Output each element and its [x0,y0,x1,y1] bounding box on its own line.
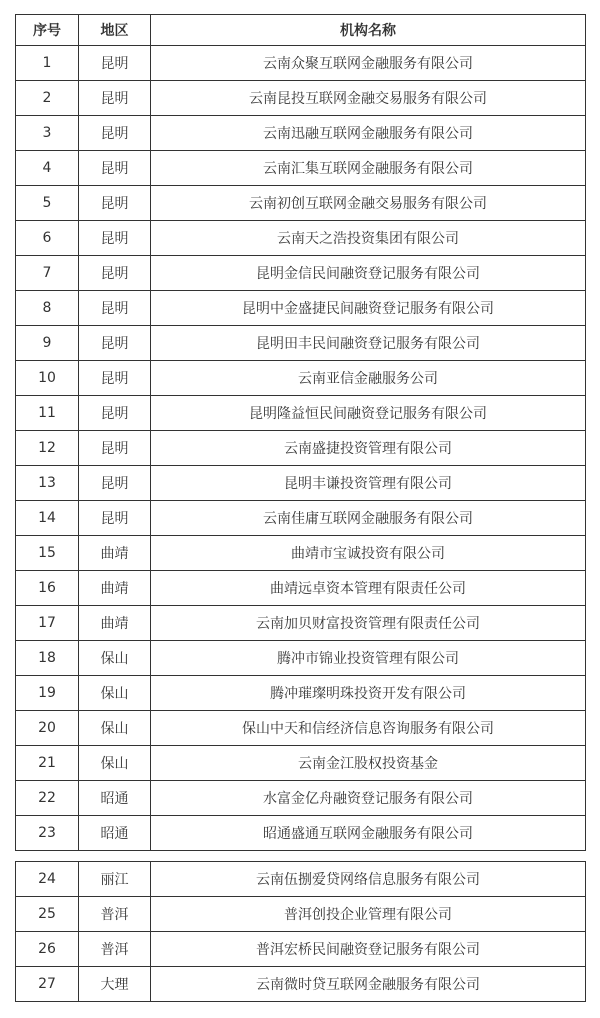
cell-name: 云南天之浩投资集团有限公司 [151,221,586,256]
cell-region: 曲靖 [79,606,151,641]
cell-name: 腾冲璀璨明珠投资开发有限公司 [151,676,586,711]
cell-index: 2 [16,81,79,116]
cell-name: 昆明中金盛捷民间融资登记服务有限公司 [151,291,586,326]
cell-name: 云南微时贷互联网金融服务有限公司 [151,967,586,1002]
cell-region: 昆明 [79,326,151,361]
cell-name: 云南佳庸互联网金融服务有限公司 [151,501,586,536]
cell-name: 云南昆投互联网金融交易服务有限公司 [151,81,586,116]
cell-name: 云南金江股权投资基金 [151,746,586,781]
cell-name: 云南初创互联网金融交易服务有限公司 [151,186,586,221]
cell-region: 昆明 [79,466,151,501]
cell-region: 昆明 [79,186,151,221]
table-row [16,326,586,361]
cell-index: 22 [16,781,79,816]
cell-region: 曲靖 [79,571,151,606]
cell-region: 曲靖 [79,536,151,571]
table-row [16,641,586,676]
cell-region: 丽江 [79,862,151,897]
cell-region: 昆明 [79,501,151,536]
table-row [16,571,586,606]
cell-region: 昆明 [79,396,151,431]
cell-name: 曲靖市宝诚投资有限公司 [151,536,586,571]
cell-index: 27 [16,967,79,1002]
cell-index: 7 [16,256,79,291]
cell-index: 3 [16,116,79,151]
cell-index: 6 [16,221,79,256]
cell-index: 13 [16,466,79,501]
table-row [16,466,586,501]
table-row [16,501,586,536]
cell-index: 11 [16,396,79,431]
cell-name: 腾冲市锦业投资管理有限公司 [151,641,586,676]
table-row [16,81,586,116]
table-row [16,676,586,711]
cell-index: 21 [16,746,79,781]
table-row [16,256,586,291]
institution-table-part2 [15,861,586,1002]
table-row [16,862,586,897]
table-row [16,816,586,851]
table-row [16,897,586,932]
cell-region: 昭通 [79,781,151,816]
table-row [16,361,586,396]
table-row [16,46,586,81]
cell-region: 保山 [79,676,151,711]
cell-index: 16 [16,571,79,606]
table-row [16,151,586,186]
cell-index: 14 [16,501,79,536]
cell-region: 昆明 [79,256,151,291]
cell-index: 24 [16,862,79,897]
cell-name: 云南亚信金融服务公司 [151,361,586,396]
cell-name: 普洱宏桥民间融资登记服务有限公司 [151,932,586,967]
cell-region: 昆明 [79,291,151,326]
table-row [16,221,586,256]
header-name: 机构名称 [151,15,586,46]
table-row [16,781,586,816]
table-row [16,116,586,151]
cell-index: 4 [16,151,79,186]
table-row [16,536,586,571]
cell-index: 5 [16,186,79,221]
cell-index: 8 [16,291,79,326]
institution-table-part1 [15,14,586,851]
cell-name: 昭通盛通互联网金融服务有限公司 [151,816,586,851]
cell-name: 普洱创投企业管理有限公司 [151,897,586,932]
cell-index: 9 [16,326,79,361]
table-header-row [16,15,586,46]
table-row [16,932,586,967]
cell-index: 25 [16,897,79,932]
cell-name: 保山中天和信经济信息咨询服务有限公司 [151,711,586,746]
cell-name: 昆明隆益恒民间融资登记服务有限公司 [151,396,586,431]
cell-name: 云南加贝财富投资管理有限责任公司 [151,606,586,641]
table-row [16,186,586,221]
cell-region: 保山 [79,711,151,746]
cell-name: 云南众聚互联网金融服务有限公司 [151,46,586,81]
cell-name: 云南伍捌爱贷网络信息服务有限公司 [151,862,586,897]
cell-name: 昆明丰谦投资管理有限公司 [151,466,586,501]
header-index: 序号 [16,15,79,46]
cell-region: 昆明 [79,116,151,151]
cell-region: 昆明 [79,151,151,186]
cell-index: 17 [16,606,79,641]
table-row [16,396,586,431]
cell-name: 昆明田丰民间融资登记服务有限公司 [151,326,586,361]
cell-index: 20 [16,711,79,746]
table-row [16,746,586,781]
header-region: 地区 [79,15,151,46]
table-row [16,711,586,746]
cell-index: 18 [16,641,79,676]
cell-index: 26 [16,932,79,967]
cell-index: 1 [16,46,79,81]
cell-name: 昆明金信民间融资登记服务有限公司 [151,256,586,291]
cell-name: 云南迅融互联网金融服务有限公司 [151,116,586,151]
cell-region: 昆明 [79,431,151,466]
cell-index: 23 [16,816,79,851]
cell-region: 普洱 [79,897,151,932]
cell-index: 15 [16,536,79,571]
cell-region: 保山 [79,641,151,676]
cell-name: 云南汇集互联网金融服务有限公司 [151,151,586,186]
cell-name: 云南盛捷投资管理有限公司 [151,431,586,466]
cell-region: 昭通 [79,816,151,851]
cell-region: 昆明 [79,81,151,116]
cell-region: 保山 [79,746,151,781]
cell-name: 曲靖远卓资本管理有限责任公司 [151,571,586,606]
table-row [16,606,586,641]
table-row [16,291,586,326]
cell-region: 昆明 [79,221,151,256]
cell-index: 10 [16,361,79,396]
cell-region: 昆明 [79,361,151,396]
cell-region: 昆明 [79,46,151,81]
cell-index: 12 [16,431,79,466]
table-row [16,967,586,1002]
cell-name: 水富金亿舟融资登记服务有限公司 [151,781,586,816]
cell-region: 大理 [79,967,151,1002]
cell-index: 19 [16,676,79,711]
cell-region: 普洱 [79,932,151,967]
table-row [16,431,586,466]
